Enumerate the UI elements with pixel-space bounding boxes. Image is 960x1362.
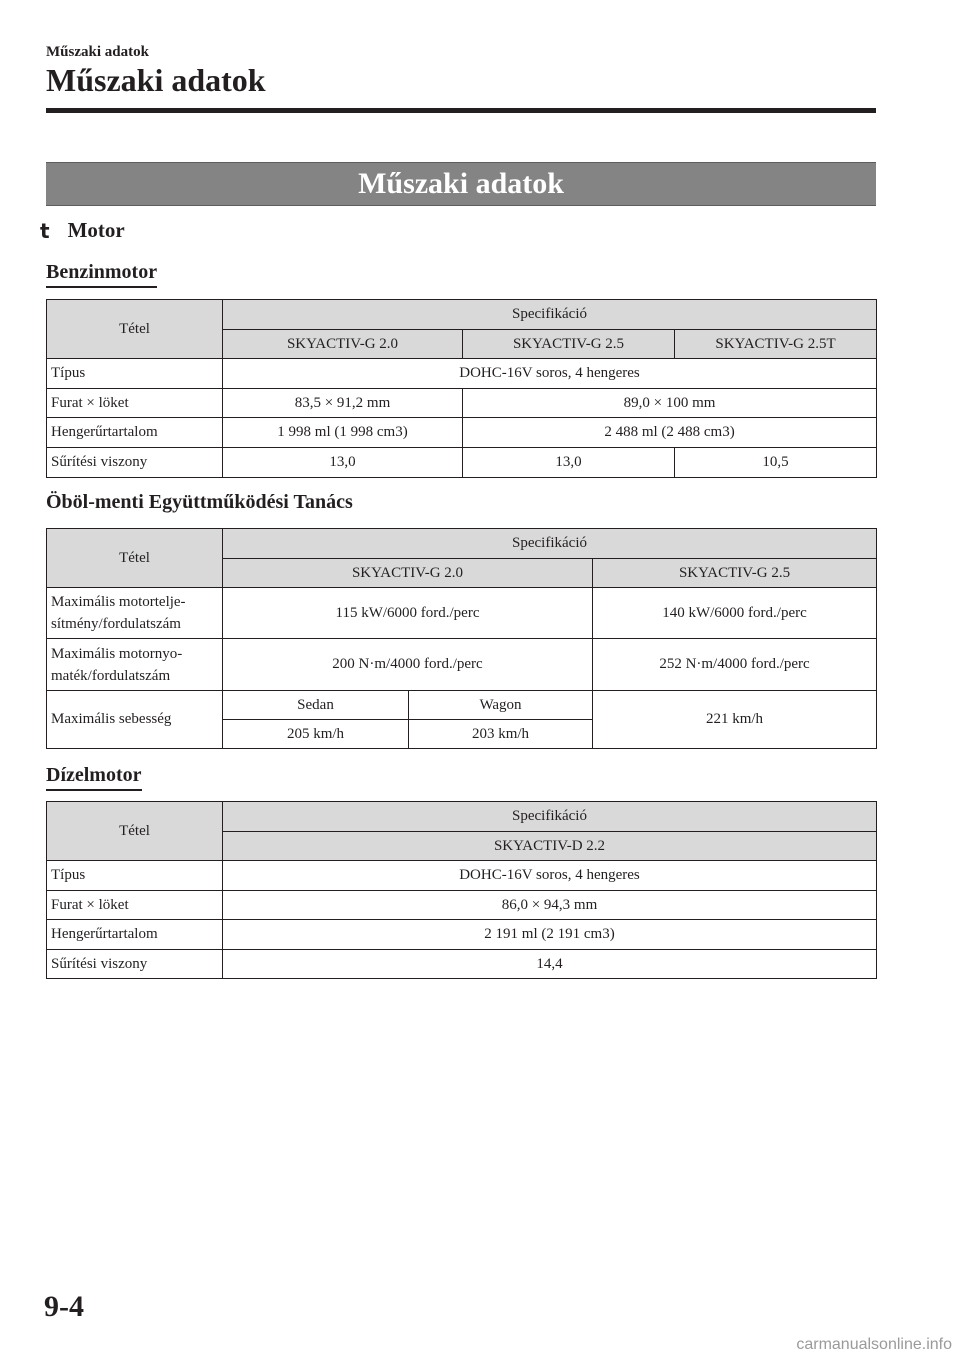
cell-value: 203 km/h bbox=[409, 720, 593, 749]
row-label bbox=[47, 639, 223, 691]
table-row bbox=[47, 639, 877, 691]
watermark-text: carmanualsonline.info bbox=[796, 1336, 952, 1353]
model-header: SKYACTIV-G 2.0 bbox=[223, 559, 593, 588]
row-label-line: Maximális motortelje- bbox=[51, 594, 186, 610]
row-label: Hengerűrtartalom bbox=[47, 418, 223, 448]
col-header-item: Tétel bbox=[47, 802, 223, 861]
col-header-spec: Specifikáció bbox=[223, 802, 877, 832]
sub-header: Sedan bbox=[223, 691, 409, 720]
row-label: Maximális sebesség bbox=[47, 691, 223, 749]
title-rule bbox=[46, 108, 876, 113]
page-number: 9-4 bbox=[44, 1290, 84, 1323]
row-label-line: Maximális motornyo- bbox=[51, 645, 183, 662]
table-row bbox=[47, 448, 877, 478]
col-header-spec: Specifikáció bbox=[223, 300, 877, 330]
row-label: Sűrítési viszony bbox=[47, 950, 223, 979]
table-header-row bbox=[47, 300, 877, 330]
running-section-label: Műszaki adatok bbox=[46, 44, 149, 60]
cell-value: 1 998 ml (1 998 cm3) bbox=[223, 418, 463, 448]
cell-value: 2 191 ml (2 191 cm3) bbox=[223, 920, 877, 950]
gcc-subtitle: Öböl-menti Együttműködési Tanács bbox=[46, 491, 353, 513]
cell-value: 205 km/h bbox=[223, 720, 409, 749]
col-header-item: Tétel bbox=[47, 300, 223, 359]
row-label: Sűrítési viszony bbox=[47, 448, 223, 478]
cell-value: 252 N·m/4000 ford./perc bbox=[593, 639, 877, 691]
cell-value: 115 kW/6000 ford./perc bbox=[223, 588, 593, 639]
cell-value: 13,0 bbox=[463, 448, 675, 478]
gcc-spec-table bbox=[46, 528, 877, 749]
row-label: Típus bbox=[47, 359, 223, 389]
row-label: Típus bbox=[47, 861, 223, 891]
cell-value: 221 km/h bbox=[593, 691, 877, 749]
table-row bbox=[47, 920, 877, 950]
benzin-spec-table bbox=[46, 299, 877, 478]
table-row bbox=[47, 389, 877, 418]
diesel-subtitle: Dízelmotor bbox=[46, 763, 142, 791]
cell-value: 200 N·m/4000 ford./perc bbox=[223, 639, 593, 691]
table-row bbox=[47, 359, 877, 389]
table-header-row bbox=[47, 529, 877, 559]
model-header: SKYACTIV-G 2.5 bbox=[463, 330, 675, 359]
table-header-row bbox=[47, 802, 877, 832]
row-label bbox=[47, 588, 223, 639]
cell-value: 83,5 × 91,2 mm bbox=[223, 389, 463, 418]
page-title: Műszaki adatok bbox=[46, 62, 266, 98]
model-header: SKYACTIV-G 2.5T bbox=[675, 330, 877, 359]
benzin-subtitle: Benzinmotor bbox=[46, 260, 157, 288]
col-header-item: Tétel bbox=[47, 529, 223, 588]
motor-heading bbox=[40, 218, 125, 243]
cell-value: 86,0 × 94,3 mm bbox=[223, 891, 877, 920]
row-label-line: sítmény/fordulatszám bbox=[51, 616, 181, 632]
diesel-spec-table bbox=[46, 801, 877, 979]
table-row bbox=[47, 418, 877, 448]
cell-value: 140 kW/6000 ford./perc bbox=[593, 588, 877, 639]
cell-value: 89,0 × 100 mm bbox=[463, 389, 877, 418]
model-header: SKYACTIV-G 2.0 bbox=[223, 330, 463, 359]
row-label: Hengerűrtartalom bbox=[47, 920, 223, 950]
cell-value: 14,4 bbox=[223, 950, 877, 979]
cell-value: DOHC-16V soros, 4 hengeres bbox=[223, 359, 877, 389]
table-row bbox=[47, 891, 877, 920]
table-row bbox=[47, 588, 877, 639]
table-row bbox=[47, 861, 877, 891]
col-header-spec: Specifikáció bbox=[223, 529, 877, 559]
model-header: SKYACTIV-G 2.5 bbox=[593, 559, 877, 588]
bullet-marker: t bbox=[40, 218, 50, 243]
motor-heading-label: Motor bbox=[67, 218, 125, 242]
row-label: Furat × löket bbox=[47, 389, 223, 418]
row-label-line: maték/fordulatszám bbox=[51, 667, 171, 684]
table-row bbox=[47, 950, 877, 979]
sub-header: Wagon bbox=[409, 691, 593, 720]
cell-value: DOHC-16V soros, 4 hengeres bbox=[223, 861, 877, 891]
table-row bbox=[47, 691, 877, 720]
cell-value: 13,0 bbox=[223, 448, 463, 478]
row-label: Furat × löket bbox=[47, 891, 223, 920]
cell-value: 10,5 bbox=[675, 448, 877, 478]
cell-value: 2 488 ml (2 488 cm3) bbox=[463, 418, 877, 448]
section-banner: Műszaki adatok bbox=[46, 162, 876, 206]
model-header: SKYACTIV-D 2.2 bbox=[223, 832, 877, 861]
